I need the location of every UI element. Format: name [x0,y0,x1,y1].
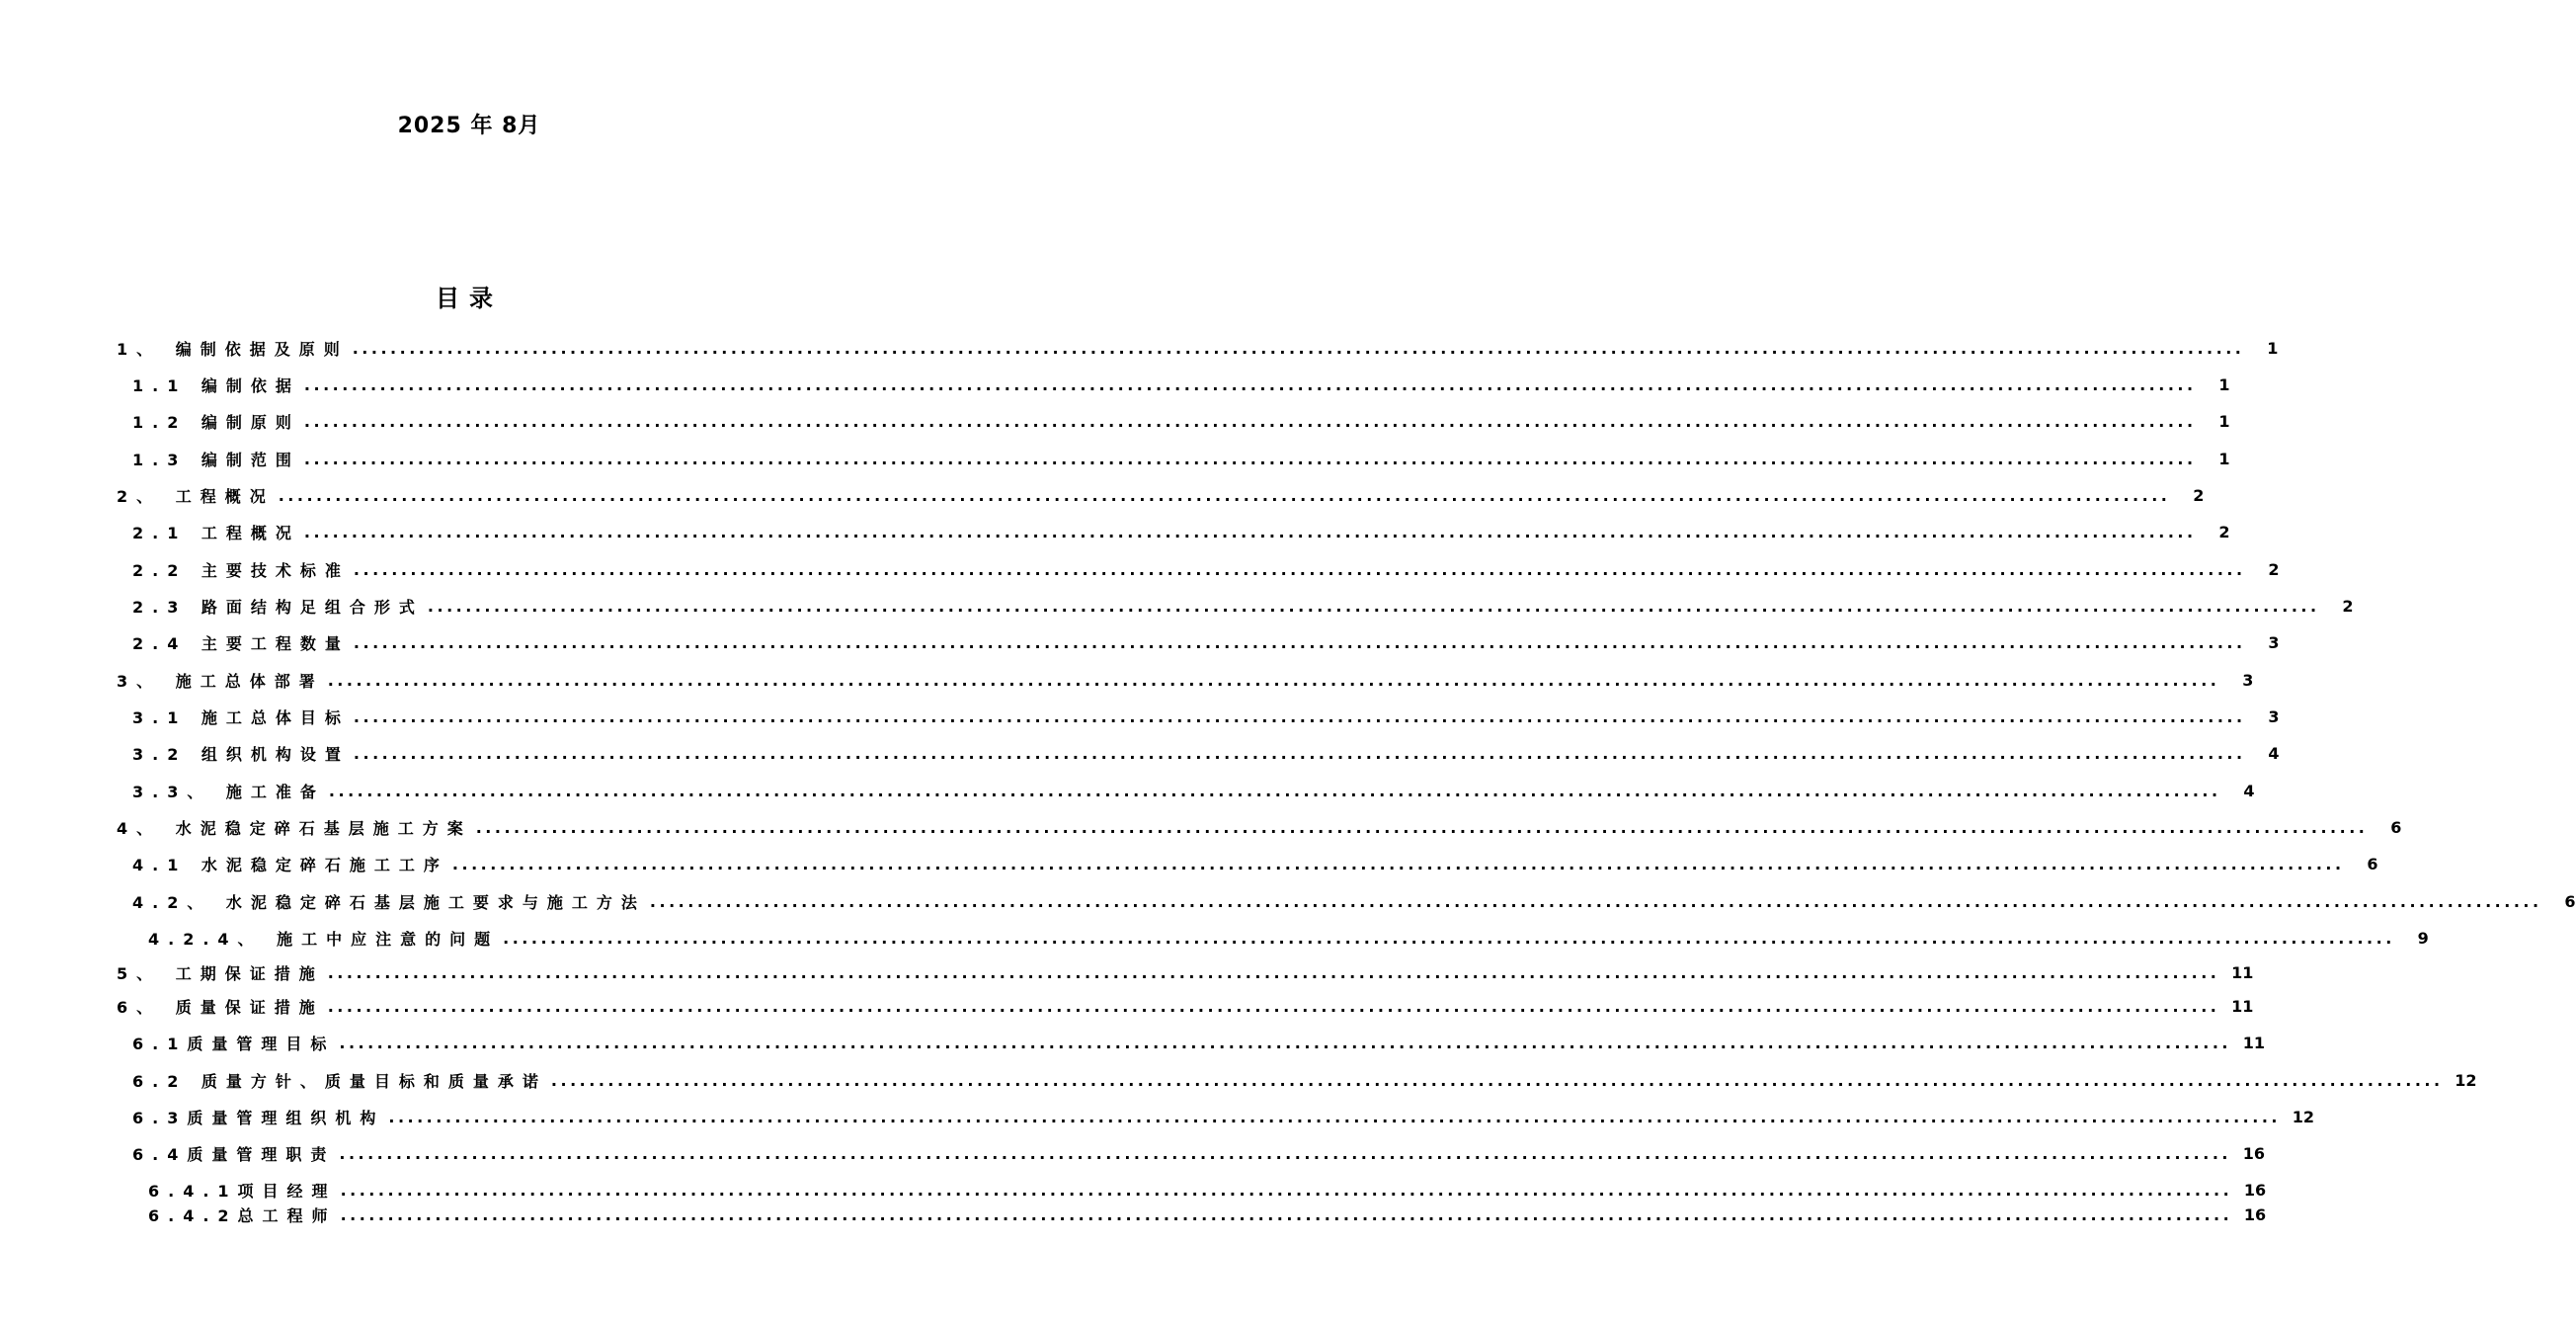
toc-entry-page: 4 [2243,781,2255,800]
toc-entry[interactable] [132,741,2280,765]
toc-leader-dots: ........................................................................................................................................................................................................ [353,743,2246,763]
toc-entry[interactable] [132,779,2255,802]
toc-entry[interactable] [132,1105,2314,1128]
toc-entry-page: 2 [2193,485,2205,505]
toc-entry-label: 4.1 水泥稳定碎石施工工序 [132,855,448,874]
toc-leader-dots: ........................................................................................................................................................................................................ [550,1070,2444,1090]
toc-entry-label: 6.2 质量方针、质量目标和质量承诺 [132,1071,547,1091]
toc-entry[interactable] [132,1068,2477,1092]
toc-entry-label: 6.3质量管理组织机构 [132,1108,385,1127]
toc-leader-dots: ........................................................................................................................................................................................................ [353,706,2246,726]
toc-leader-dots: ........................................................................................................................................................................................................ [303,449,2197,468]
toc-entry[interactable] [132,705,2280,728]
toc-entry-label: 1.3 编制范围 [132,450,300,469]
toc-entry-page: 11 [2242,1033,2265,1052]
toc-entry[interactable] [132,852,2378,875]
toc-entry[interactable] [132,889,2576,913]
toc-entry-label: 2、 工程概况 [117,486,275,506]
toc-entry[interactable] [132,630,2280,654]
toc-entry-label: 5、 工期保证措施 [117,963,324,983]
toc-leader-dots: ........................................................................................................................................................................................................ [303,374,2197,394]
toc-entry-label: 4.2、 水泥稳定碎石基层施工要求与施工方法 [132,892,646,912]
toc-entry-page: 6 [2367,854,2378,873]
toc-entry-page: 16 [2243,1180,2267,1200]
toc-entry-page: 2 [2218,522,2230,541]
toc-entry[interactable] [148,926,2429,950]
toc-leader-dots: ........................................................................................................................................................................................................ [327,996,2220,1016]
toc-entry[interactable] [117,994,2254,1018]
toc-entry-label: 3、 施工总体部署 [117,671,324,691]
toc-leader-dots: ........................................................................................................................................................................................................ [339,1143,2231,1163]
toc-entry[interactable] [132,1031,2265,1054]
toc-entry-page: 16 [2242,1143,2265,1163]
toc-entry-page: 1 [2218,374,2230,394]
toc-leader-dots: ........................................................................................................................................................................................................ [451,854,2345,873]
toc-entry[interactable] [117,336,2279,360]
toc-entry-page: 6 [2390,817,2402,837]
toc-entry[interactable] [132,557,2280,581]
toc-entry-label: 2.2 主要技术标准 [132,560,350,580]
toc-entry[interactable] [117,815,2402,839]
toc-entry-label: 1.2 编制原则 [132,412,300,432]
toc-entry-page: 2 [2268,559,2280,579]
toc-title: 目录 [436,285,503,312]
toc-leader-dots: ........................................................................................................................................................................................................ [340,1204,2233,1224]
toc-leader-dots: ........................................................................................................................................................................................................ [303,411,2197,431]
toc-entry[interactable] [117,668,2254,692]
toc-leader-dots: ........................................................................................................................................................................................................ [328,781,2221,800]
toc-entry[interactable] [117,483,2205,507]
toc-leader-dots: ........................................................................................................................................................................................................ [327,670,2220,690]
toc-entry-label: 6.4.1项目经理 [148,1181,337,1201]
toc-entry-label: 2.1 工程概况 [132,523,300,542]
toc-leader-dots: ........................................................................................................................................................................................................ [353,559,2246,579]
toc-entry[interactable] [132,447,2230,470]
toc-leader-dots: ........................................................................................................................................................................................................ [339,1033,2231,1052]
toc-leader-dots: ........................................................................................................................................................................................................ [649,891,2542,911]
toc-leader-dots: ........................................................................................................................................................................................................ [388,1107,2281,1126]
toc-entry-page: 11 [2231,962,2254,982]
toc-entry-label: 2.4 主要工程数量 [132,633,350,653]
toc-entry-page: 1 [2267,338,2279,358]
toc-entry-label: 6、 质量保证措施 [117,997,324,1017]
toc-entry-label: 4.2.4、 施工中应注意的问题 [148,929,500,949]
toc-entry-label: 1.1 编制依据 [132,375,300,395]
toc-entry-page: 3 [2268,632,2280,652]
toc-entry-page: 12 [2455,1070,2477,1090]
toc-leader-dots: ........................................................................................................................................................................................................ [503,928,2395,948]
toc-leader-dots: ........................................................................................................................................................................................................ [303,522,2197,541]
toc-entry-label: 3.2 组织机构设置 [132,744,350,764]
toc-entry-page: 1 [2218,449,2230,468]
toc-entry-page: 1 [2218,411,2230,431]
toc-leader-dots: ........................................................................................................................................................................................................ [353,632,2246,652]
toc-entry[interactable] [148,1203,2267,1226]
toc-entry-page: 9 [2417,928,2429,948]
toc-entry-page: 6 [2564,891,2576,911]
toc-leader-dots: ........................................................................................................................................................................................................ [327,962,2220,982]
toc-leader-dots: ........................................................................................................................................................................................................ [340,1180,2233,1200]
toc-entry[interactable] [132,1141,2265,1165]
toc-entry[interactable] [132,520,2230,543]
toc-entry-page: 16 [2243,1204,2267,1224]
toc-entry-label: 2.3 路面结构足组合形式 [132,597,424,617]
toc-entry-label: 3.1 施工总体目标 [132,707,350,727]
toc-entry-page: 3 [2242,670,2254,690]
document-date: 2025 年 8月 [397,114,541,138]
toc-entry-label: 6.4质量管理职责 [132,1144,336,1164]
toc-entry[interactable] [117,960,2254,984]
toc-entry-label: 6.4.2总工程师 [148,1205,337,1225]
toc-entry-page: 11 [2231,996,2254,1016]
toc-entry-page: 12 [2292,1107,2314,1126]
toc-leader-dots: ........................................................................................................................................................................................................ [278,485,2171,505]
toc-entry-page: 2 [2342,596,2354,616]
toc-entry-label: 6.1质量管理目标 [132,1034,336,1053]
toc-entry-label: 3.3、 施工准备 [132,782,325,801]
toc-entry[interactable] [132,373,2230,396]
toc-entry[interactable] [132,409,2230,433]
toc-leader-dots: ........................................................................................................................................................................................................ [475,817,2369,837]
toc-entry[interactable] [132,594,2354,618]
toc-entry-label: 4、 水泥稳定碎石基层施工方案 [117,818,472,838]
toc-entry[interactable] [148,1178,2267,1202]
toc-leader-dots: ........................................................................................................................................................................................................ [352,338,2245,358]
toc-entry-label: 1、 编制依据及原则 [117,339,349,359]
toc-entry-page: 3 [2268,706,2280,726]
toc-leader-dots: ........................................................................................................................................................................................................ [427,596,2320,616]
toc-entry-page: 4 [2268,743,2280,763]
